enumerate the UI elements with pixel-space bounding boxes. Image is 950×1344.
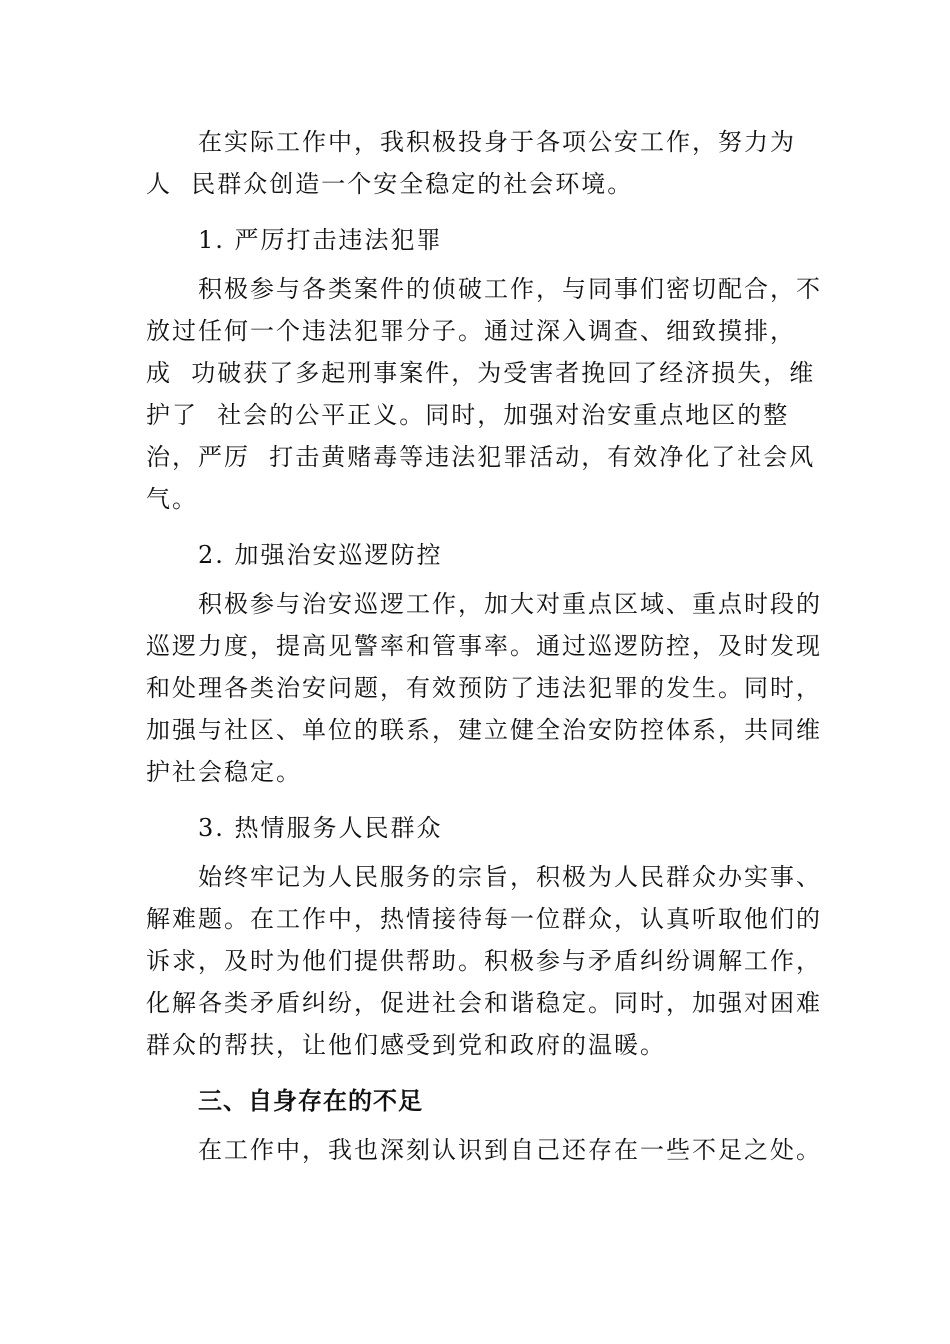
paragraph-1-line-6: 气。 — [146, 485, 198, 513]
paragraph-2-line-1: 积极参与治安巡逻工作，加大对重点区域、重点时段的 — [198, 590, 822, 618]
paragraph-1-line-3: 成 功破获了多起刑事案件，为受害者挽回了经济损失，维 — [146, 359, 816, 387]
paragraph-intro-line-2: 人 民群众创造一个安全稳定的社会环境。 — [146, 170, 634, 198]
chapter-heading-shortcomings: 三、自身存在的不足 — [198, 1086, 423, 1115]
paragraph-2-line-4: 加强与社区、单位的联系，建立健全治安防控体系，共同维 — [146, 716, 822, 744]
paragraph-1-line-5: 治，严厉 打击黄赌毒等违法犯罪活动，有效净化了社会风 — [146, 443, 816, 471]
paragraph-3-line-2: 解难题。在工作中，热情接待每一位群众，认真听取他们的 — [146, 905, 822, 933]
paragraph-3-line-5: 群众的帮扶，让他们感受到党和政府的温暖。 — [146, 1031, 666, 1059]
section-heading-3: 3. 热情服务人民群众 — [198, 814, 443, 842]
paragraph-intro-line-1: 在实际工作中，我积极投身于各项公安工作，努力为 — [198, 128, 796, 156]
paragraph-2-line-2: 巡逻力度，提高见警率和管事率。通过巡逻防控，及时发现 — [146, 632, 822, 660]
paragraph-3-line-4: 化解各类矛盾纠纷，促进社会和谐稳定。同时，加强对困难 — [146, 989, 822, 1017]
paragraph-1-line-2: 放过任何一个违法犯罪分子。通过深入调查、细致摸排， — [146, 317, 796, 345]
section-heading-1: 1. 严厉打击违法犯罪 — [198, 226, 443, 254]
paragraph-3-line-1: 始终牢记为人民服务的宗旨，积极为人民群众办实事、 — [198, 863, 822, 891]
paragraph-3-line-3: 诉求，及时为他们提供帮助。积极参与矛盾纠纷调解工作， — [146, 947, 822, 975]
paragraph-2-line-3: 和处理各类治安问题，有效预防了违法犯罪的发生。同时， — [146, 674, 822, 702]
paragraph-4-line-1: 在工作中，我也深刻认识到自己还存在一些不足之处。 — [198, 1136, 822, 1164]
paragraph-1-line-1: 积极参与各类案件的侦破工作，与同事们密切配合，不 — [198, 275, 822, 303]
section-heading-2: 2. 加强治安巡逻防控 — [198, 541, 443, 569]
paragraph-2-line-5: 护社会稳定。 — [146, 758, 302, 786]
paragraph-1-line-4: 护了 社会的公平正义。同时，加强对治安重点地区的整 — [146, 401, 790, 429]
